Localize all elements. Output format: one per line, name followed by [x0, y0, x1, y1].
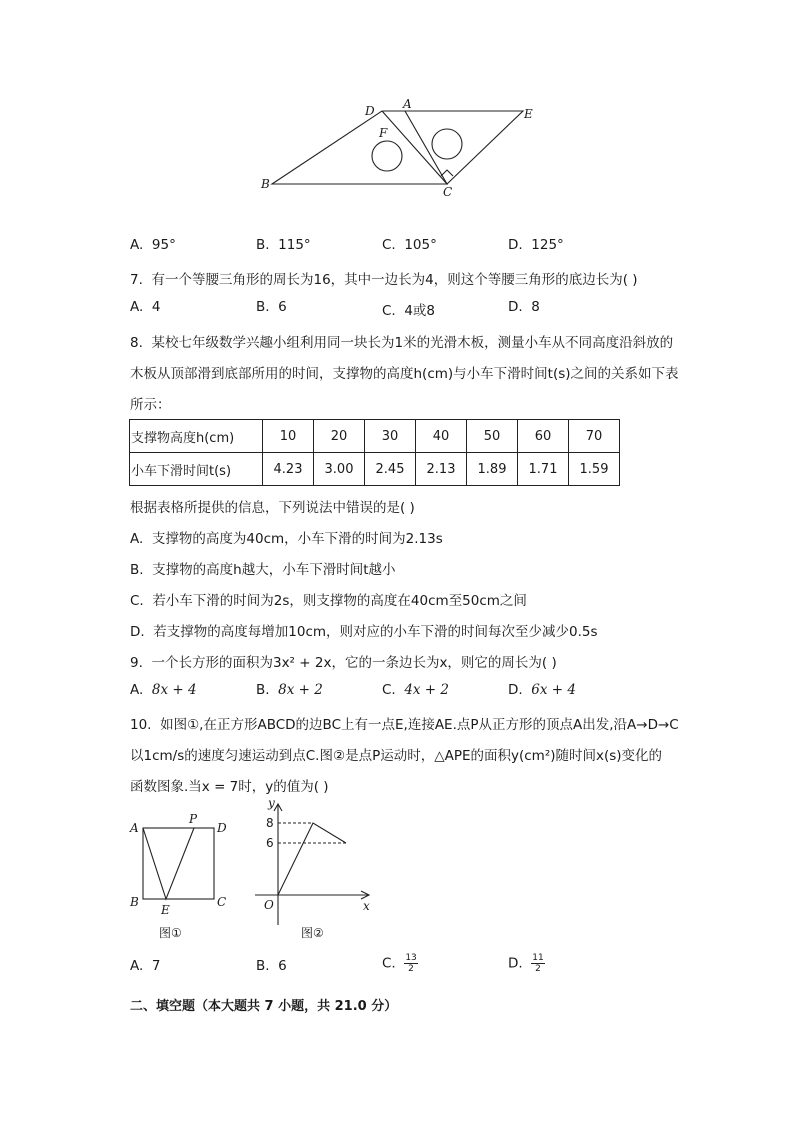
fig2-label-y: y: [268, 796, 275, 810]
q10-stem-line2: 以1cm/s的速度匀速运动到点C.图②是点P运动时，△APE的面积y(cm²)随时间x(s)变化的: [130, 748, 663, 764]
table-cell: 1.71: [518, 453, 569, 486]
table-cell: 1.89: [467, 453, 518, 486]
table-cell: 1.59: [569, 453, 620, 486]
q8-data-table: [129, 419, 620, 486]
label-d: D: [365, 104, 375, 118]
graph-line: [278, 823, 346, 895]
fig2-caption: 图②: [301, 926, 324, 940]
q8-option-a[interactable]: A. 支撑物的高度为40cm，小车下滑的时间为2.13s: [130, 531, 443, 547]
table-cell: 40: [416, 420, 467, 453]
q6-option-b[interactable]: B. 115°: [256, 237, 311, 253]
table-cell: 2.45: [365, 453, 416, 486]
table-header-height: 支撑物高度h(cm): [130, 420, 263, 453]
q10-option-a[interactable]: A. 7: [130, 958, 161, 974]
fig1-label-c: C: [217, 895, 227, 909]
q8-stem-line1: 8. 某校七年级数学兴趣小组利用同一块长为1米的光滑木板，测量小车从不同高度沿斜放的: [130, 335, 674, 351]
circle-left: [372, 141, 402, 171]
q6-option-a[interactable]: A. 95°: [130, 237, 176, 253]
q8-question: 根据表格所提供的信息，下列说法中错误的是( ): [130, 500, 415, 516]
table-cell: 2.13: [416, 453, 467, 486]
q8-option-c[interactable]: C. 若小车下滑的时间为2s，则支撑物的高度在40cm至50cm之间: [130, 593, 527, 609]
table-cell: 30: [365, 420, 416, 453]
triangle-ace: [405, 111, 523, 184]
q6-option-c[interactable]: C. 105°: [382, 237, 437, 253]
q10-option-d[interactable]: D. $\frac{11}{2}$: [508, 953, 544, 974]
q8-option-d[interactable]: D. 若支撑物的高度每增加10cm，则对应的小车下滑的时间每次至少减少0.5s: [130, 624, 598, 640]
fraction: $\frac{11}{2}$: [532, 953, 544, 974]
table-cell: 4.23: [263, 453, 314, 486]
table-cell: 3.00: [314, 453, 365, 486]
q9-option-c[interactable]: C. 4x + 2: [382, 682, 449, 698]
triangle-dbc: [272, 111, 447, 184]
q8-stem-line3: 所示：: [130, 397, 171, 413]
q8-stem-line2: 木板从顶部滑到底部所用的时间，支撑物的高度h(cm)与小车下滑时间t(s)之间的关系如下表: [130, 366, 679, 382]
fig2-tick-8: 8: [266, 816, 274, 830]
fig1-label-d: D: [217, 821, 227, 835]
q9-option-d[interactable]: D. 6x + 4: [508, 682, 576, 698]
fig1-caption: 图①: [159, 926, 182, 940]
q8-option-b[interactable]: B. 支撑物的高度h越大，小车下滑时间t越小: [130, 562, 396, 578]
q9-option-b[interactable]: B. 8x + 2: [256, 682, 323, 698]
q9-stem: 9. 一个长方形的面积为3x² + 2x，它的一条边长为x，则它的周长为( ): [130, 655, 557, 671]
triangle-figure: [250, 95, 550, 205]
table-cell: 20: [314, 420, 365, 453]
q10-figure2-graph: [255, 795, 380, 945]
table-row: [130, 453, 620, 486]
q7-option-a[interactable]: A. 4: [130, 299, 161, 315]
q10-option-b[interactable]: B. 6: [256, 958, 287, 974]
table-cell: 70: [569, 420, 620, 453]
fig1-label-p: P: [189, 812, 198, 826]
q9-option-a[interactable]: A. 8x + 4: [130, 682, 197, 698]
fig2-label-o: O: [264, 898, 274, 912]
circle-right: [432, 129, 462, 159]
table-header-time: 小车下滑时间t(s): [130, 453, 263, 486]
fig1-label-a: A: [130, 821, 139, 835]
q10-stem-line1: 10. 如图①,在正方形ABCD的边BC上有一点E,连接AE.点P从正方形的顶点A出发,沿A→D→C: [130, 717, 679, 733]
label-e: E: [524, 107, 533, 121]
q10-stem-line3: 函数图象.当x = 7时，y的值为( ): [130, 779, 329, 795]
q6-option-d[interactable]: D. 125°: [508, 237, 564, 253]
fraction: $\frac{13}{2}$: [405, 953, 417, 974]
table-cell: 60: [518, 420, 569, 453]
q7-stem: 7. 有一个等腰三角形的周长为16，其中一边长为4，则这个等腰三角形的底边长为( ): [130, 272, 638, 288]
q10-option-c[interactable]: C. $\frac{13}{2}$: [382, 953, 417, 974]
fig1-label-b: B: [130, 895, 139, 909]
q7-option-c[interactable]: C. 4或8: [382, 303, 435, 319]
fig1-label-e: E: [161, 903, 170, 917]
label-b: B: [261, 177, 270, 191]
right-angle-mark: [441, 170, 453, 176]
q10-figure1-square: [125, 810, 235, 945]
fig2-tick-6: 6: [266, 836, 274, 850]
q7-option-d[interactable]: D. 8: [508, 299, 540, 315]
table-cell: 10: [263, 420, 314, 453]
label-c: C: [443, 185, 453, 199]
table-cell: 50: [467, 420, 518, 453]
label-a: A: [403, 97, 412, 111]
fig2-label-x: x: [363, 899, 370, 913]
table-row: [130, 420, 620, 453]
label-f: F: [379, 126, 388, 140]
q7-option-b[interactable]: B. 6: [256, 299, 287, 315]
section-heading: 二、填空题（本大题共 7 小题，共 21.0 分）: [130, 999, 398, 1014]
